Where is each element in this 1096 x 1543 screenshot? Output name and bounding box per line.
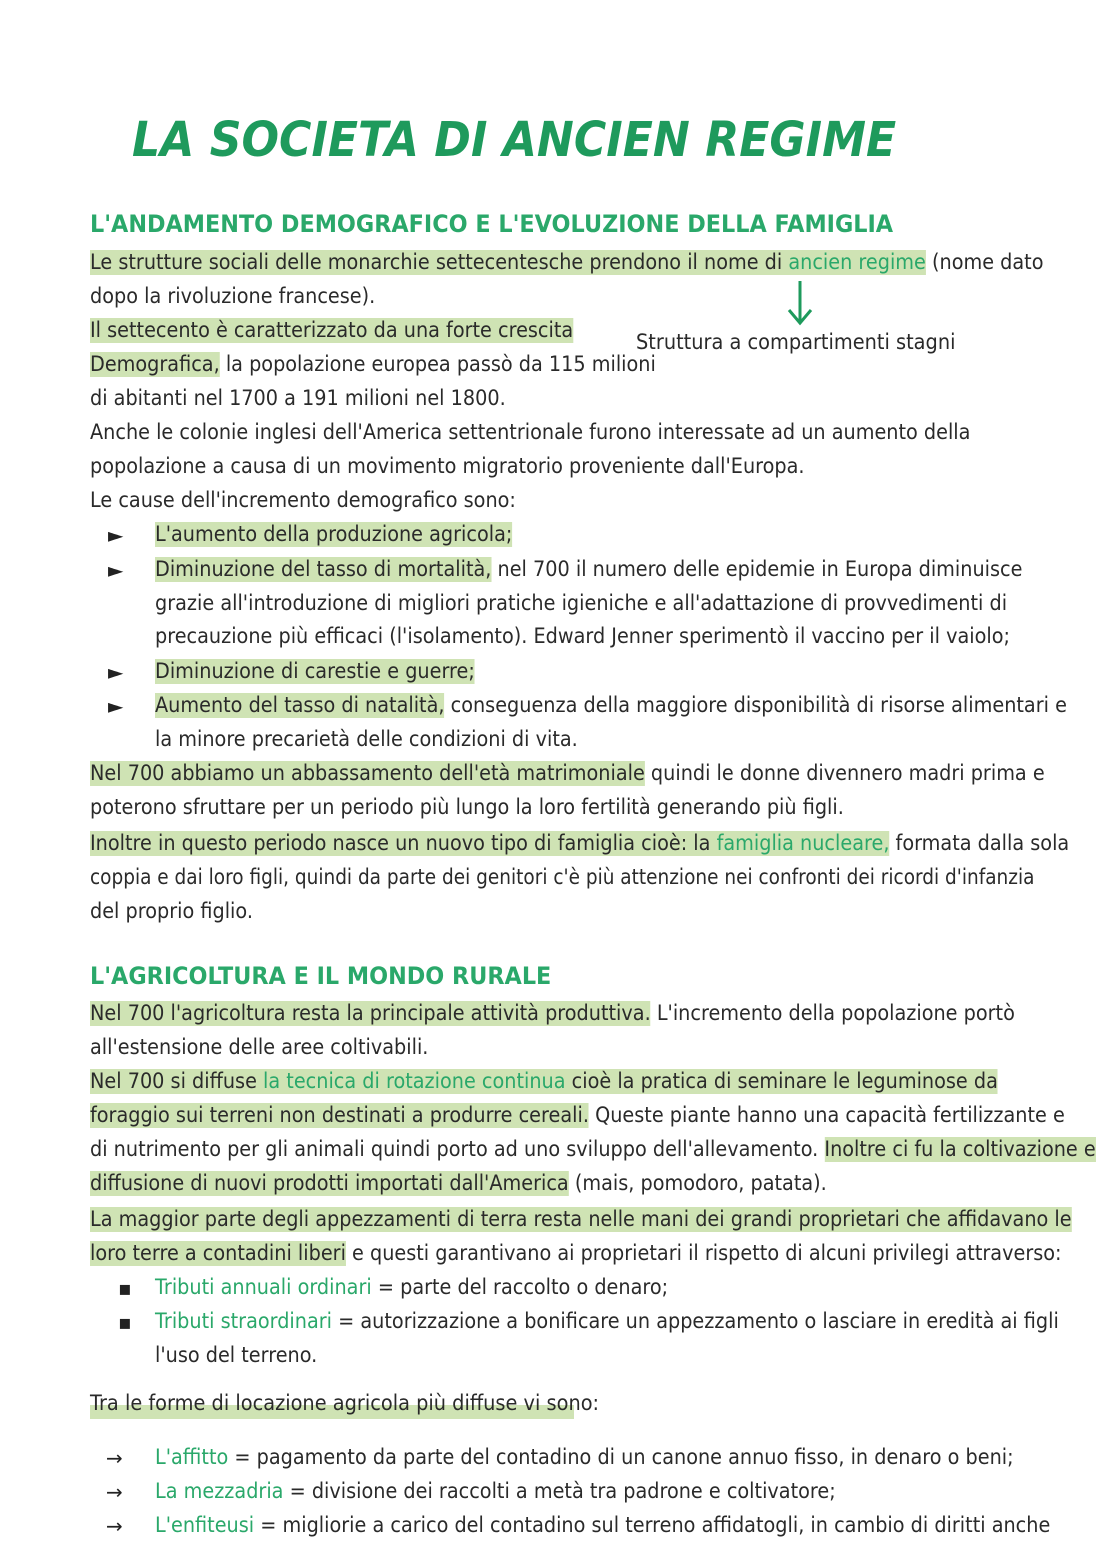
list-item: La mezzadria = divisione dei raccolti a metà tra padrone e coltivatore; bbox=[155, 1479, 836, 1504]
list-item: Diminuzione del tasso di mortalità, nel 700 il numero delle epidemie in Europa diminuisce bbox=[155, 557, 1023, 582]
paragraph-line: Il settecento è caratterizzato da una forte crescita bbox=[90, 318, 574, 343]
list-item: L'affitto = pagamento da parte del contadino di un canone annuo fisso, in denaro o beni; bbox=[155, 1445, 1014, 1470]
clipped-line: Tra le forme di locazione agricola più diffuse vi sono: bbox=[90, 1405, 574, 1419]
paragraph-line: coppia e dai loro figli, quindi da parte dei genitori c'è più attenzione nei confronti dei ricordi d'infanzia bbox=[90, 865, 1035, 890]
keyword: Tributi straordinari bbox=[155, 1309, 333, 1334]
paragraph-line: di abitanti nel 1700 a 191 milioni nel 1800. bbox=[90, 386, 506, 411]
list-item: L'enfiteusi = migliorie a carico del contadino sul terreno affidatogli, in cambio di diritti anche bbox=[155, 1513, 1051, 1538]
arrow-bullet: → bbox=[106, 1480, 123, 1504]
side-note: Struttura a compartimenti stagni bbox=[636, 330, 956, 355]
list-item: Aumento del tasso di natalità, conseguenza della maggiore disponibilità di risorse alimentari e bbox=[155, 693, 1067, 718]
keyword: L'enfiteusi bbox=[155, 1513, 255, 1538]
keyword: L'affitto bbox=[155, 1445, 229, 1470]
square-bullet: ▪ bbox=[118, 1310, 132, 1334]
arrow-down-icon bbox=[785, 278, 815, 328]
bullet-marker: ► bbox=[108, 694, 124, 718]
keyword: ancien regime bbox=[788, 250, 926, 275]
list-item: Tributi annuali ordinari = parte del raccolto o denaro; bbox=[155, 1275, 669, 1300]
paragraph-line: popolazione a causa di un movimento migratorio proveniente dall'Europa. bbox=[90, 454, 805, 479]
paragraph-line: Le cause dell'incremento demografico sono: bbox=[90, 488, 516, 513]
paragraph-line: Nel 700 abbiamo un abbassamento dell'età matrimoniale quindi le donne divennero madri prima e bbox=[90, 761, 1045, 786]
paragraph-line: di nutrimento per gli animali quindi porto ad uno sviluppo dell'allevamento. Inoltre ci fu la coltivazione e bbox=[90, 1137, 1096, 1162]
paragraph-line: poterono sfruttare per un periodo più lungo la loro fertilità generando più figli. bbox=[90, 795, 844, 820]
list-item-continuation: l'uso del terreno. bbox=[155, 1343, 318, 1368]
arrow-bullet: → bbox=[106, 1446, 123, 1470]
keyword: La mezzadria bbox=[155, 1479, 284, 1504]
paragraph-line: dopo la rivoluzione francese). bbox=[90, 284, 376, 309]
square-bullet: ▪ bbox=[118, 1276, 132, 1300]
list-item-continuation: precauzione più efficaci (l'isolamento). Edward Jenner sperimentò il vaccino per il vaiolo; bbox=[155, 624, 1010, 649]
paragraph-line: diffusione di nuovi prodotti importati dall'America (mais, pomodoro, patata). bbox=[90, 1171, 827, 1196]
keyword: la tecnica di rotazione continua bbox=[263, 1069, 566, 1094]
list-item: Tributi straordinari = autorizzazione a bonificare un appezzamento o lasciare in eredità ai figli bbox=[155, 1309, 1059, 1334]
bullet-marker: ► bbox=[108, 558, 124, 582]
keyword: famiglia nucleare, bbox=[716, 831, 890, 856]
arrow-bullet: → bbox=[106, 1514, 123, 1538]
bullet-marker: ► bbox=[108, 660, 124, 684]
section-heading-demography: L'ANDAMENTO DEMOGRAFICO E L'EVOLUZIONE DELLA FAMIGLIA bbox=[90, 210, 894, 238]
keyword: Tributi annuali ordinari bbox=[155, 1275, 372, 1300]
paragraph-line: Anche le colonie inglesi dell'America settentrionale furono interessate ad un aumento della bbox=[90, 420, 971, 445]
paragraph-line: La maggior parte degli appezzamenti di terra resta nelle mani dei grandi proprietari che affidavano le bbox=[90, 1207, 1072, 1232]
bullet-marker: ► bbox=[108, 523, 124, 547]
paragraph-line: all'estensione delle aree coltivabili. bbox=[90, 1035, 429, 1060]
page-title: LA SOCIETA DI ANCIEN REGIME bbox=[132, 112, 897, 168]
paragraph-line: Le strutture sociali delle monarchie settecentesche prendono il nome di ancien regime (nome dato bbox=[90, 250, 1044, 275]
list-item: Diminuzione di carestie e guerre; bbox=[155, 659, 475, 684]
list-item: L'aumento della produzione agricola; bbox=[155, 522, 513, 547]
paragraph-line: Demografica, la popolazione europea passò da 115 milioni bbox=[90, 352, 656, 377]
list-item-continuation: la minore precarietà delle condizioni di vita. bbox=[155, 727, 578, 752]
paragraph-line: Inoltre in questo periodo nasce un nuovo tipo di famiglia cioè: la famiglia nucleare, formata dalla sola bbox=[90, 831, 1070, 856]
paragraph-line: Nel 700 si diffuse la tecnica di rotazione continua cioè la pratica di seminare le leguminose da bbox=[90, 1069, 998, 1094]
paragraph-line: del proprio figlio. bbox=[90, 899, 253, 924]
paragraph-line: Nel 700 l'agricoltura resta la principale attività produttiva. L'incremento della popolazione portò bbox=[90, 1001, 1015, 1026]
paragraph-line: foraggio sui terreni non destinati a produrre cereali. Queste piante hanno una capacità fertilizzante e bbox=[90, 1103, 1065, 1128]
list-item-continuation: grazie all'introduzione di migliori pratiche igieniche e all'adattazione di provvedimenti di bbox=[155, 591, 1008, 616]
paragraph-line: loro terre a contadini liberi e questi garantivano ai proprietari il rispetto di alcuni privilegi attraverso: bbox=[90, 1241, 1062, 1266]
section-heading-agriculture: L'AGRICOLTURA E IL MONDO RURALE bbox=[90, 962, 552, 990]
